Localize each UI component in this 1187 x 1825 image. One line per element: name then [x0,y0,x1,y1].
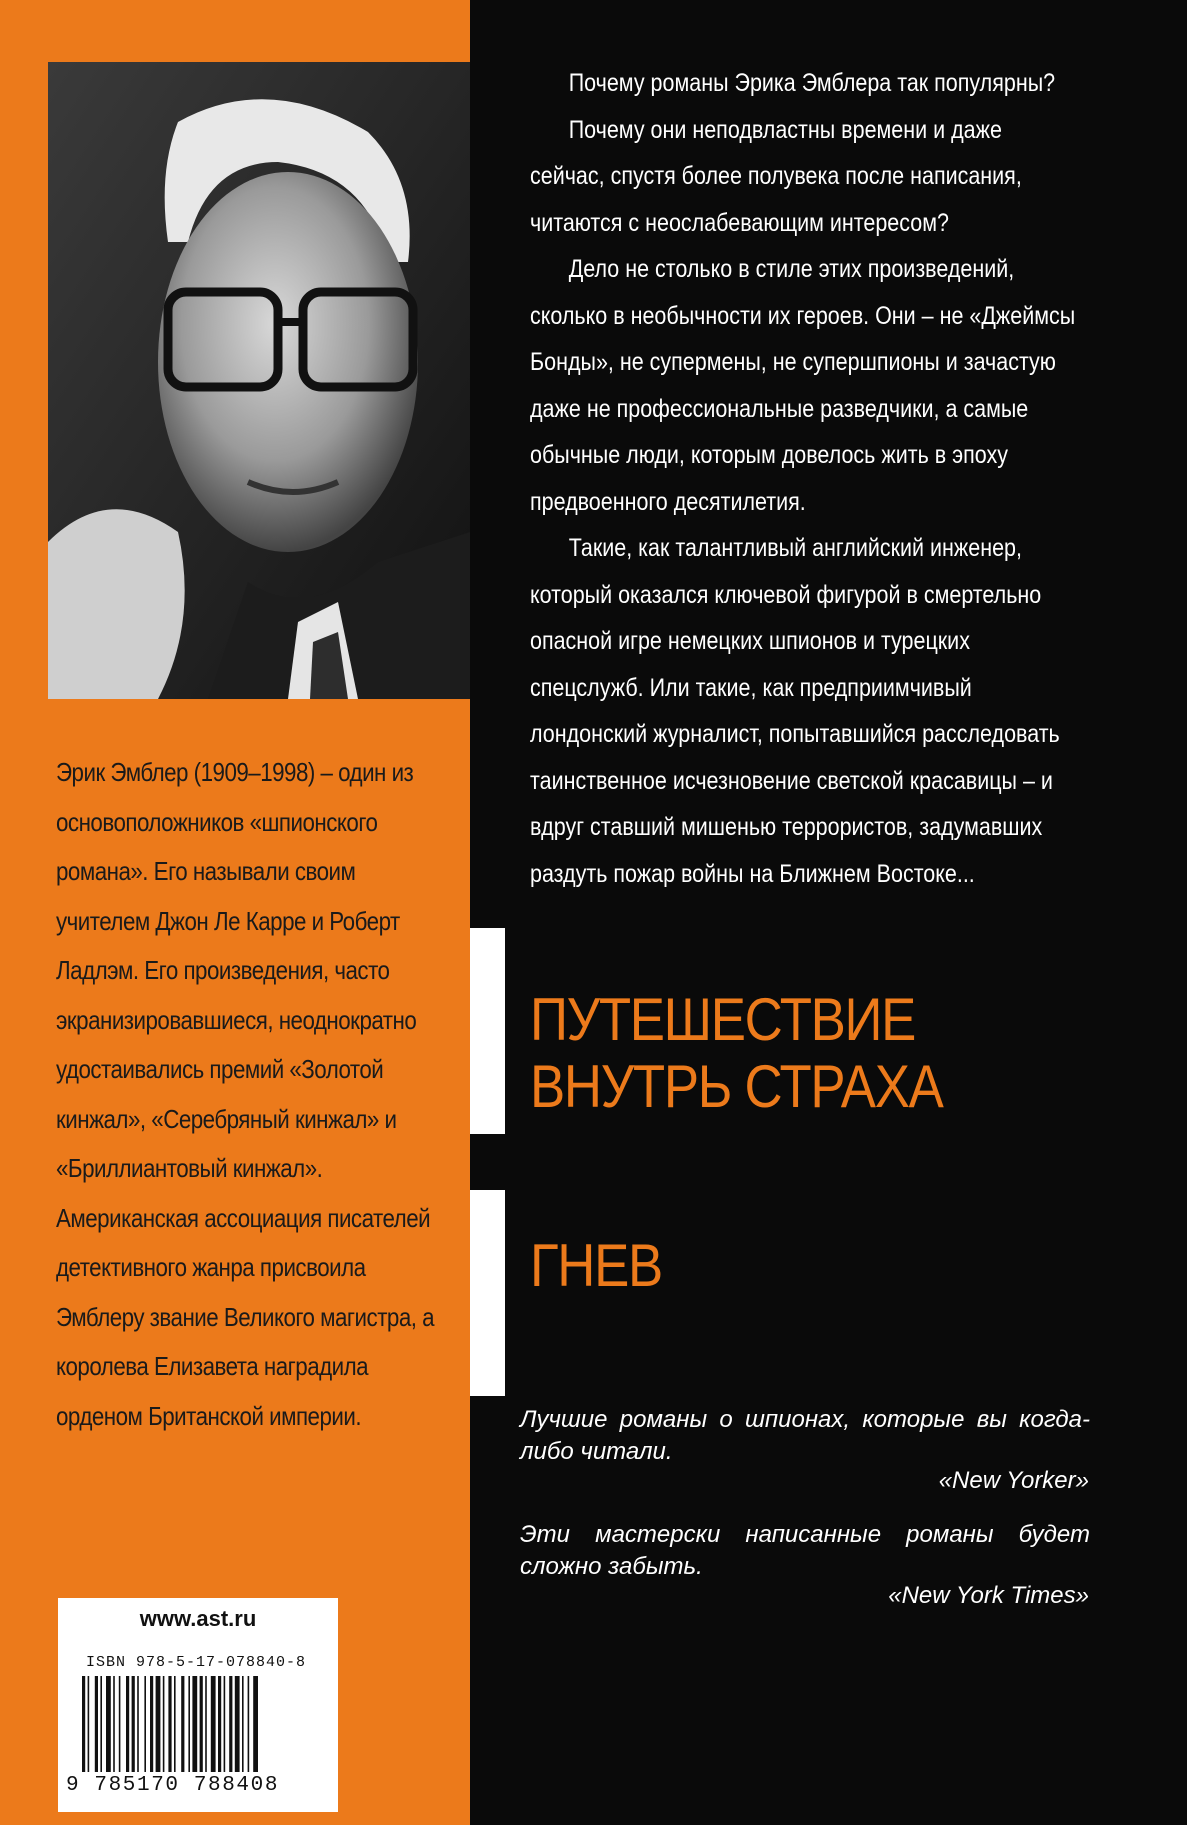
title-marker-bar [470,1190,505,1396]
review-source-2: «New York Times» [888,1582,1089,1609]
annotation-paragraph: Дело не столько в стиле этих произведений, сколько в необычности их героев. Они – не «Джеймсы Бонды», не супермены, не супершпионы и зачастую даже не профессиональные разведчики, а самые обычные люди, которым довелось жить в эпоху предвоенного десятилетия. [530,255,1076,516]
publisher-site: www.ast.ru [139,1606,257,1631]
review-quote-2: Эти мастерски написанные романы будет сложно забыть. [520,1521,1090,1580]
left-panel [0,0,470,1825]
review-source-1: «New Yorker» [938,1467,1089,1494]
review-quote-1: Лучшие романы о шпионах, которые вы когда-либо читали. [520,1406,1090,1465]
book-title-1 [530,986,942,1120]
annotation-paragraph: Почему романы Эрика Эмблера так популярны? [568,69,1056,97]
author-bio: Эрик Эмблер (1909–1998) – один из основоположников «шпионского романа». Его называли своим учителем Джон Ле Карре и Роберт Ладлэм. Его произведения, часто экранизировавшиеся, неоднократно удостаивались премий «Золотой кинжал», «Серебряный кинжал» и «Бриллиантовый кинжал». Американская ассоциация писателей детективного жанра присвоила Эмблеру звание Великого магистра, а королева Елизавета наградила орденом Британской империи. [56,757,435,1431]
book-title-1-line2: ВНУТРЬ СТРАХА [530,1053,943,1120]
barcode-icon [82,1676,318,1772]
book-title-2: ГНЕВ [530,1232,662,1299]
book-title-1-line1: ПУТЕШЕСТВИЕ [530,986,916,1053]
isbn-digits: 9 785170 788408 [66,1774,280,1797]
barcode-panel [58,1598,338,1812]
author-portrait-icon [48,62,470,699]
author-photo [48,62,470,699]
annotation-paragraph: Почему они неподвластны времени и даже сейчас, спустя более полувека после написания, читаются с неослабевающим интересом? [530,115,1022,237]
annotation-text [530,60,1080,897]
annotation-paragraph: Такие, как талантливый английский инженер, который оказался ключевой фигурой в смертельно опасной игре немецких шпионов и турецких спецслужб. Или такие, как предприимчивый лондонский журналист, попытавшийся расследовать таинственное исчезновение светской красавицы – и вдруг ставший мишенью террористов, задумавших раздуть пожар войны на Ближнем Востоке... [530,534,1060,888]
isbn-label: ISBN 978-5-17-078840-8 [86,1654,307,1671]
title-marker-bar [470,928,505,1134]
